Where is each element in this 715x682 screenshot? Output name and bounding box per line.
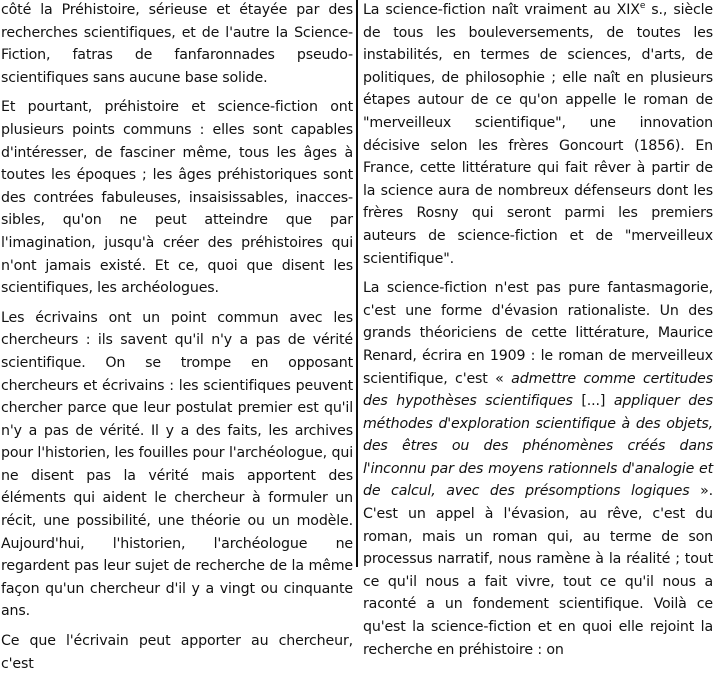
text: ». C'est un appel à l'évasion, au rêve, c'est du roman, mais un roman qui, au terme de son processus narratif, nous ramène à la réalité ; tout ce qu'il nous a fait vivre, tout ce qu'il nous a raconté a un fondement scientifique. Voilà ce qu'est la science-fiction et en quoi elle rejoint la recherche en préhistoire : on [363, 483, 714, 658]
text: [...] [572, 393, 614, 410]
text: s., siècle de tous les bouleversements, de toutes les instabilités, en termes de sciences, d'arts, de politiques, de philosophie ; elle naît en plusieurs étapes autour de ce qu'on appelle le roman de "merveilleux scientifique", une innovation décisive selon les frères Goncourt (1856). En France, cette littérature qui fait rêver à partir de la science aura de nombreux défenseurs dont les frères Rosny qui seront parmi les premiers auteurs de science-fiction et de "merveilleux scientifique". [363, 2, 713, 267]
paragraph [363, 0, 713, 270]
paragraph: Les écrivains ont un point commun avec les chercheurs : ils savent qu'il n'y a pas de vérité scientifique. On se trompe en opposant chercheurs et écrivains : les scientifiques peuvent chercher parce que leur postulat premier est qu'il n'y a pas de vérité. Il y a des faits, les archives pour l'historien, les fouilles pour l'archéologue, qui ne disent pas la vérité mais apportent des éléments qui aident le chercheur à formuler un récit, une possibilité, une théorie ou un modèle. Aujourd'hui, l'historien, l'archéologue ne regardent pas leur sujet de recherche de la même façon qu'un chercheur d'il y a vingt ou cinquante ans. [1, 309, 353, 620]
quote-italic: admettre comme certitudes des hypothèses scientifiques [363, 370, 713, 410]
quote-italic: appliquer des méthodes d'exploration scientifique à des objets, des êtres ou des phénomènes créés dans l'inconnu par des moyens rationnels d'analogie et de calcul, avec des présomptions logiques [363, 393, 713, 500]
text: La science-fiction naît vraiment au XIX [363, 2, 640, 18]
text: La science-fiction n'est pas pure fantasmagorie, c'est une forme d'évasion rationaliste. Un des grands théoriciens de cette littérature, Maurice Renard, écrira en 1909 : le roman de merveilleux scientifique, c'est « [363, 280, 713, 387]
paragraph: côté la Préhistoire, sérieuse et étayée par des recherches scientifiques, et de l'autre la Science-Fiction, fatras de fanfaronnades pseudo-scientifiques sans aucune base solide. [1, 2, 353, 86]
paragraph: Ce que l'écrivain peut apporter au chercheur, c'est [1, 633, 353, 672]
left-column [1, 0, 353, 682]
paragraph [363, 277, 713, 661]
superscript: e [639, 1, 646, 11]
paragraph: Et pourtant, préhistoire et science-fiction ont plusieurs points communs : elles sont capables d'intéresser, de fasciner même, tous les âges à toutes les époques ; les âges préhistoriques sont des contrées fabuleuses, insaisissables, inacces-sibles, qu'on ne peut atteindre que par l'imagination, jusqu'à créer des préhistoires qui n'ont jamais existé. Et ce, quoi que disent les scientifiques, les archéologues. [1, 99, 353, 297]
column-divider [356, 0, 358, 567]
right-column [363, 0, 713, 668]
